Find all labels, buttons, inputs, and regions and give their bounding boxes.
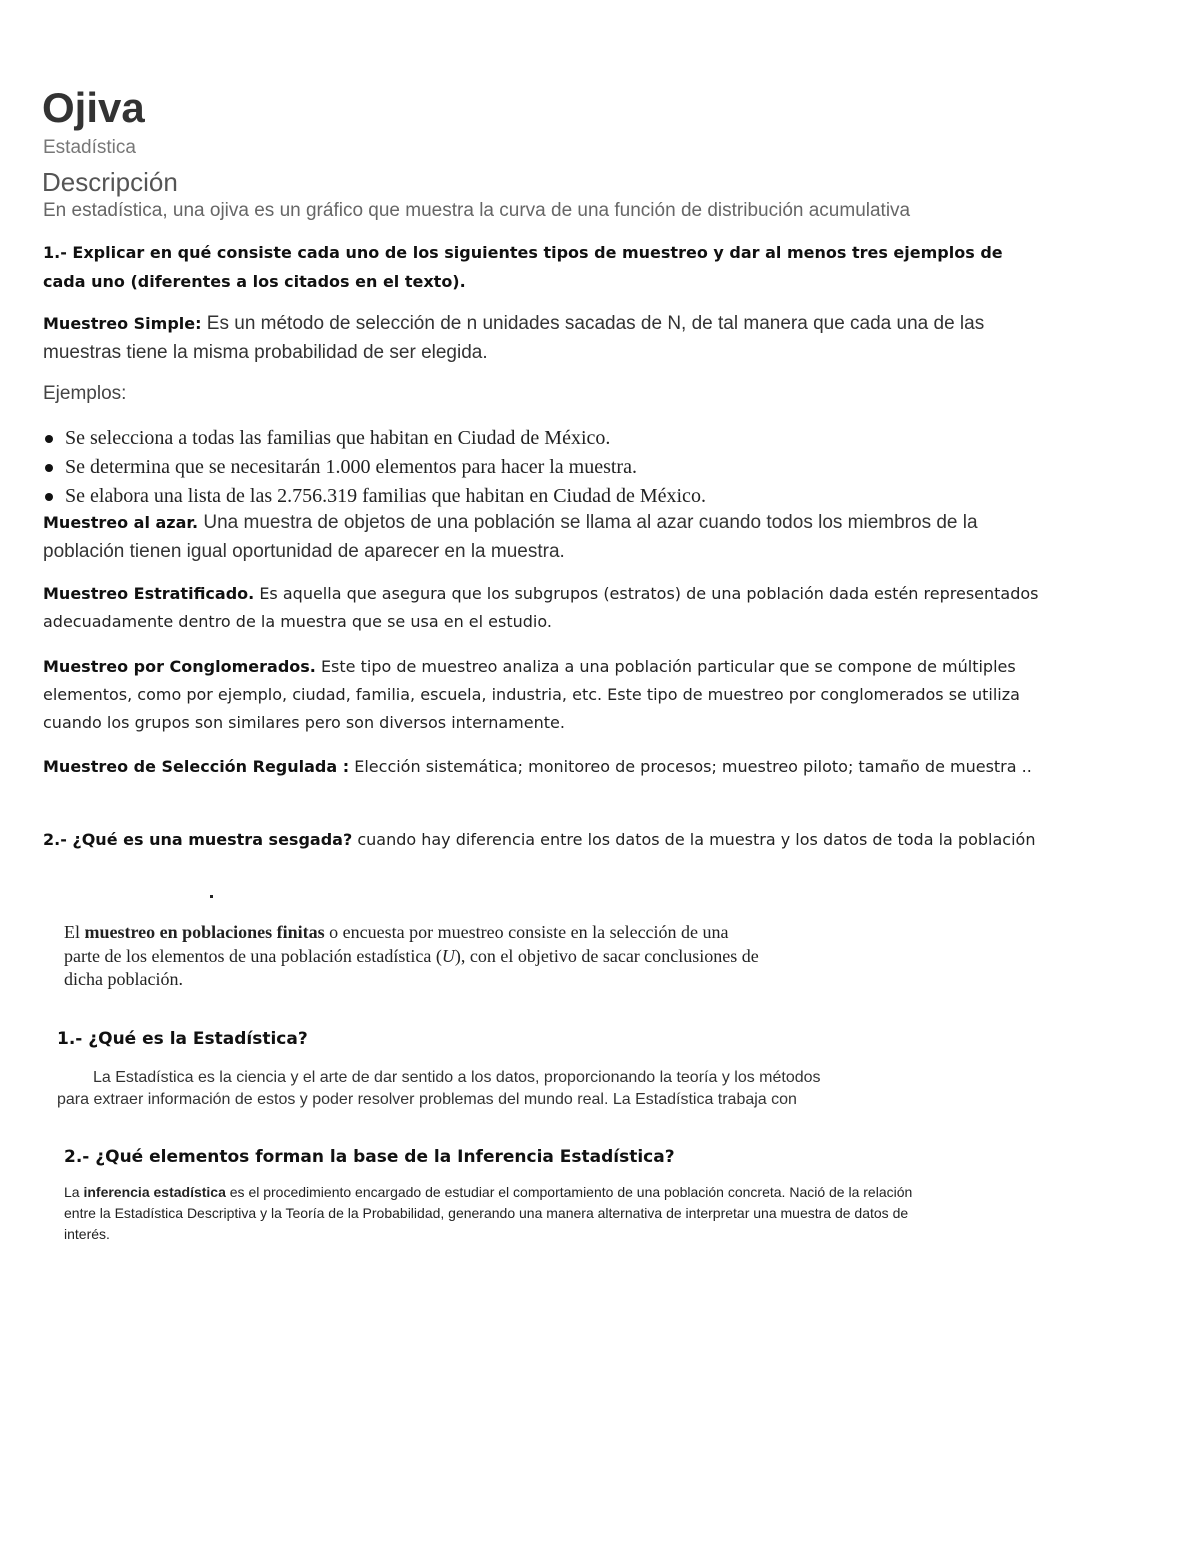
question-estadistica: 1.- ¿Qué es la Estadística? [57, 1029, 308, 1049]
list-item: Se elabora una lista de las 2.756.319 familias que habitan en Ciudad de México. [43, 482, 943, 511]
question-2-paragraph [43, 826, 1043, 854]
muestreo-estratificado-paragraph [43, 580, 1043, 636]
finitas-text-1: o encuesta por muestreo consiste en la selección de una parte de los elementos de una población estadística ( [64, 922, 729, 966]
page-subtitle: Estadística [43, 137, 136, 158]
muestreo-regulada-label: Muestreo de Selección Regulada : [43, 757, 350, 776]
page-title: Ojiva [42, 84, 145, 131]
muestreo-azar-text: Una muestra de objetos de una población se llama al azar cuando todos los miembros de la población tienen igual oportunidad de aparecer en la muestra. [43, 512, 978, 562]
muestreo-estratificado-text: Es aquella que asegura que los subgrupos (estratos) de una población dada estén representados adecuadamente dentro de la muestra que se usa en el estudio. [43, 584, 1039, 631]
muestreo-conglomerados-paragraph [43, 653, 1043, 737]
description-heading: Descripción [42, 167, 178, 197]
inferencia-paragraph [64, 1182, 924, 1245]
muestreo-azar-label: Muestreo al azar. [43, 513, 199, 532]
muestreo-conglomerados-text: Este tipo de muestreo analiza a una población particular que se compone de múltiples elementos, como por ejemplo, ciudad, familia, escuela, industria, etc. Este tipo de muestreo por conglomerados se utiliza cuando los grupos son similares pero son diversos internamente. [43, 657, 1020, 732]
muestreo-simple-text: Es un método de selección de n unidades sacadas de N, de tal manera que cada una de las muestras tiene la misma probabilidad de ser elegida. [43, 313, 985, 363]
question-2-text: cuando hay diferencia entre los datos de la muestra y los datos de toda la población [352, 830, 1036, 849]
finitas-symbol: U [441, 945, 455, 966]
estadistica-line-2: para extraer información de estos y poder resolver problemas del mundo real. La Estadística trabaja con [57, 1091, 797, 1108]
question-2-label: 2.- ¿Qué es una muestra sesgada? [43, 830, 353, 849]
muestreo-simple-paragraph [43, 310, 1043, 368]
examples-list [43, 424, 943, 511]
question-1: 1.- Explicar en qué consiste cada uno de los siguientes tipos de muestreo y dar al menos tres ejemplos de cada uno (diferentes a los citados en el texto). [43, 243, 1003, 291]
muestreo-conglomerados-label: Muestreo por Conglomerados. [43, 657, 316, 676]
question-inferencia: 2.- ¿Qué elementos forman la base de la Inferencia Estadística? [64, 1147, 675, 1167]
muestreo-regulada-text: Elección sistemática; monitoreo de procesos; muestreo piloto; tamaño de muestra .. [349, 757, 1032, 776]
estadistica-line-1: La Estadística es la ciencia y el arte de dar sentido a los datos, proporcionando la teoría y los métodos [93, 1069, 821, 1086]
list-item: Se determina que se necesitarán 1.000 elementos para hacer la muestra. [43, 453, 943, 482]
finitas-text-2: ), con el objetivo de sacar conclusiones de dicha población. [64, 945, 759, 989]
muestreo-regulada-paragraph [43, 753, 1043, 781]
inferencia-bold: inferencia estadística [83, 1184, 226, 1200]
finitas-prefix: El [64, 922, 85, 942]
estadistica-text [57, 1067, 917, 1111]
muestreo-simple-label: Muestreo Simple: [43, 314, 202, 333]
dot-mark [210, 895, 213, 898]
inferencia-prefix: La [64, 1184, 84, 1200]
examples-label: Ejemplos: [43, 383, 127, 404]
finitas-paragraph [64, 921, 764, 992]
finitas-bold: muestreo en poblaciones finitas [84, 922, 325, 942]
inferencia-text: es el procedimiento encargado de estudiar el comportamiento de una población concreta. Nació de la relación entre la Estadística Descriptiva y la Teoría de la Probabilidad, generando una manera alternativa de interpretar una muestra de datos de interés. [64, 1184, 913, 1242]
list-item: Se selecciona a todas las familias que habitan en Ciudad de México. [43, 424, 943, 453]
muestreo-estratificado-label: Muestreo Estratificado. [43, 584, 255, 603]
description-text: En estadística, una ojiva es un gráfico que muestra la curva de una función de distribución acumulativa [43, 200, 911, 221]
muestreo-azar-paragraph [43, 509, 1043, 567]
